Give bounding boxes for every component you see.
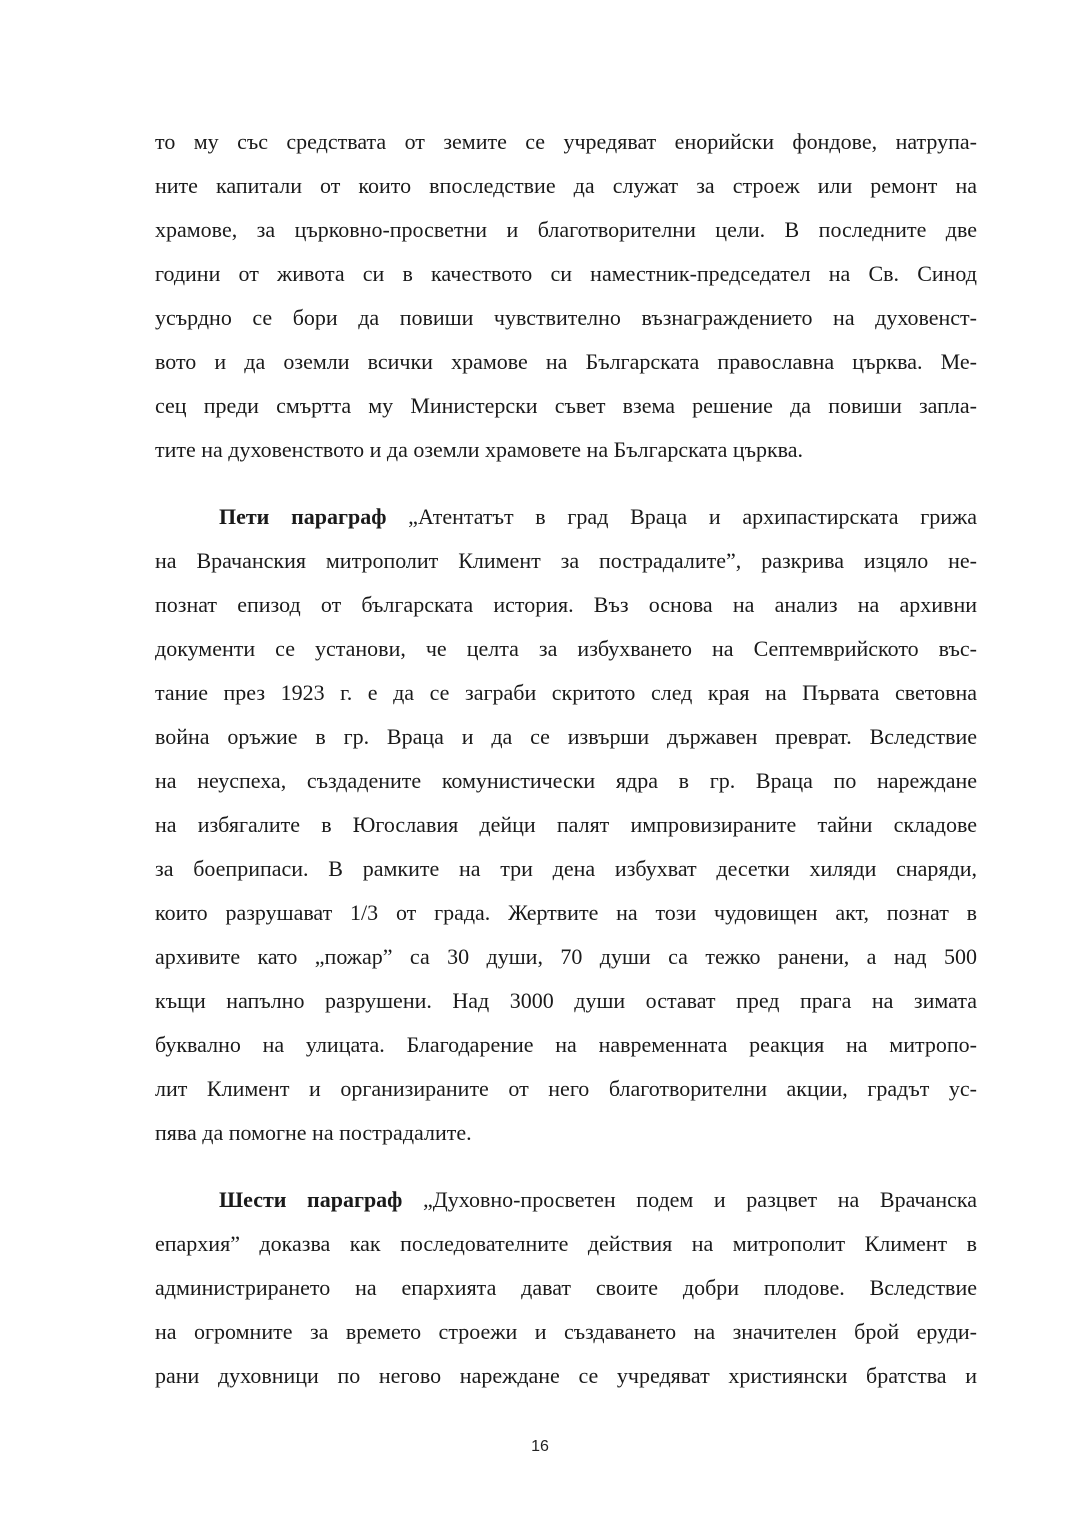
text-line: храмове, за църковно-просветни и благотворителни цели. В последните две (155, 217, 977, 242)
text-line: усърдно се бори да повиши чувствително възнаграждението на духовенст- (155, 305, 977, 330)
text-run: „Атентатът в град Враца и архипастирската грижа (386, 504, 978, 529)
text-line: на огромните за времето строежи и създаването на значителен брой еруди- (155, 1319, 977, 1344)
text-line: война оръжие в гр. Враца и да се извърши държавен преврат. Вследствие (155, 724, 977, 749)
text-line: пява да помогне на пострадалите. (155, 1120, 472, 1145)
text-line: познат епизод от българската история. Въз основа на анализ на архивни (155, 592, 977, 617)
text-line: години от живота си в качеството си наместник-председател на Св. Синод (155, 261, 977, 286)
paragraph-heading: Шести параграф (219, 1187, 403, 1212)
paragraph-heading: Пети параграф (219, 504, 387, 529)
text-line: на неуспеха, създадените комунистически ядра в гр. Враца по нареждане (155, 768, 977, 793)
text-run: „Духовно-просветен подем и разцвет на Врачанска (402, 1187, 977, 1212)
page-number: 16 (531, 1438, 549, 1455)
text-line: епархия” доказва как последователните действия на митрополит Климент в (155, 1231, 977, 1256)
text-line (155, 495, 977, 539)
text-line: буквално на улицата. Благодарение на навременната реакция на митропо- (155, 1032, 977, 1057)
text-line: администрирането на епархията дават своите добри плодове. Вследствие (155, 1275, 977, 1300)
document-body (155, 120, 977, 1398)
text-line (155, 1178, 977, 1222)
text-line: тание през 1923 г. е да се заграби скритото след края на Първата световна (155, 680, 977, 705)
text-line: рани духовници по негово нареждане се учредяват християнски братства и (155, 1363, 977, 1388)
text-line: лит Климент и организираните от него благотворителни акции, градът ус- (155, 1076, 977, 1101)
paragraph-continuation (155, 120, 977, 472)
text-line: на избягалите в Югославия дейци палят импровизираните тайни складове (155, 812, 977, 837)
text-line: архивите като „пожар” са 30 души, 70 души са тежко ранени, а над 500 (155, 944, 977, 969)
text-line: на Врачанския митрополит Климент за пострадалите”, разкрива изцяло не- (155, 548, 977, 573)
text-line: документи се установи, че целта за избухването на Септемврийското въс- (155, 636, 977, 661)
text-line: ните капитали от които впоследствие да служат за строеж или ремонт на (155, 173, 977, 198)
text-line: къщи напълно разрушени. Над 3000 души остават пред прага на зимата (155, 988, 977, 1013)
text-line: които разрушават 1/3 от града. Жертвите на този чудовищен акт, познат в (155, 900, 977, 925)
text-line: за боеприпаси. В рамките на три дена избухват десетки хиляди снаряди, (155, 856, 977, 881)
text-line: сец преди смъртта му Министерски съвет взема решение да повиши запла- (155, 393, 977, 418)
text-line: вото и да оземли всички храмове на Българската православна църква. Ме- (155, 349, 977, 374)
paragraph-fifth (155, 495, 977, 1155)
paragraph-sixth (155, 1178, 977, 1398)
text-line: то му със средствата от земите се учредяват енорийски фондове, натрупа- (155, 129, 977, 154)
text-line: тите на духовенството и да оземли храмовете на Българската църква. (155, 437, 804, 462)
